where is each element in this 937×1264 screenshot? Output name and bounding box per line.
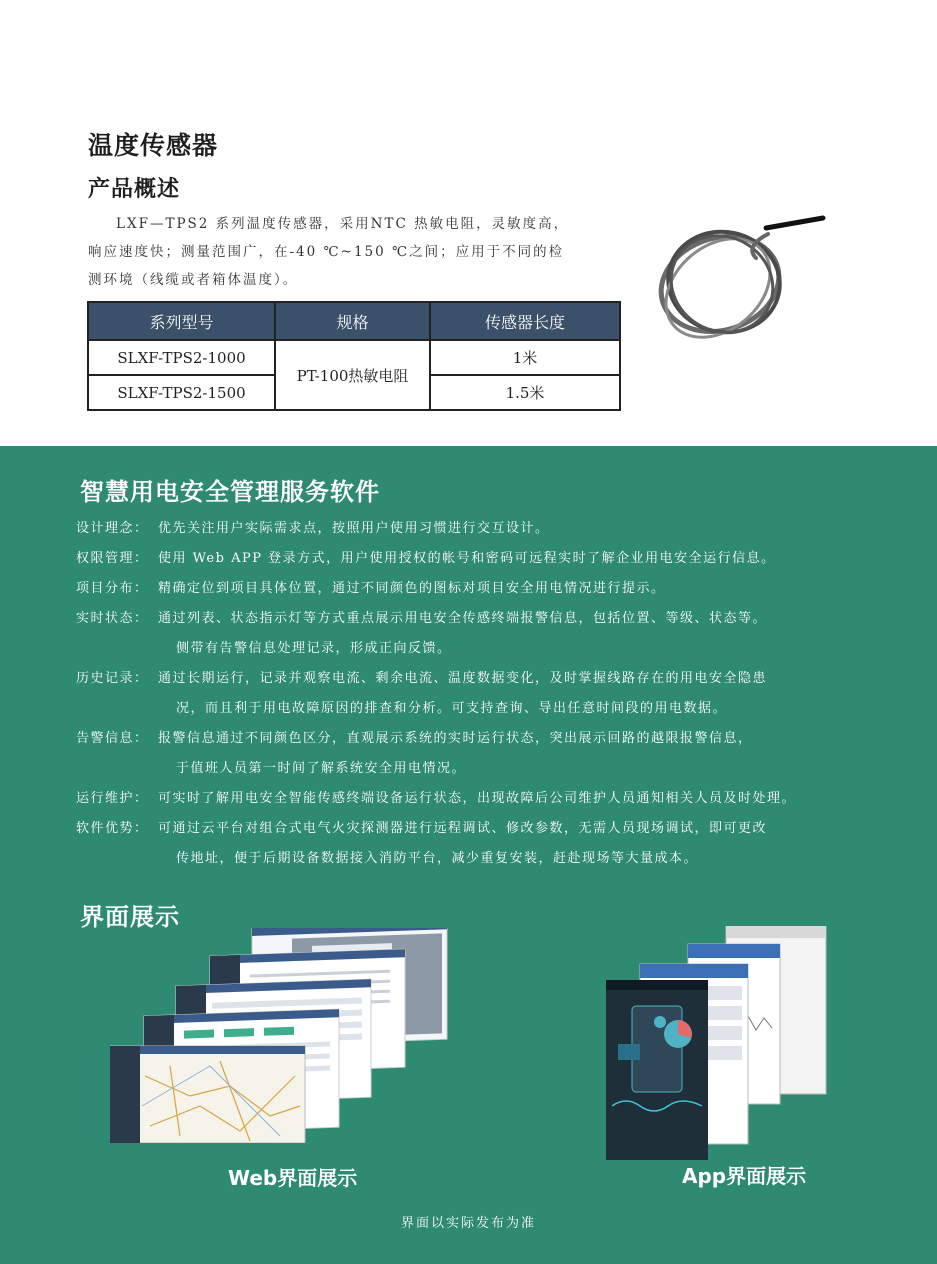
cell-spec: PT-100热敏电阻 <box>275 340 430 410</box>
overview-line: LXF—TPS2 系列温度传感器，采用NTC 热敏电阻，灵敏度高， <box>116 216 570 232</box>
cell-model: SLXF-TPS2-1000 <box>88 340 275 375</box>
feature-text: 优先关注用户实际需求点，按照用户使用习惯进行交互设计。 <box>158 521 550 536</box>
feature-text: 可通过云平台对组合式电气火灾探测器进行远程调试、修改参数，无需人员现场调试，即可更改 <box>158 821 768 836</box>
cell-length: 1米 <box>430 340 620 375</box>
product-section <box>0 0 937 446</box>
feature-label: 设计理念： <box>76 521 149 536</box>
feature-text: 使用 Web APP 登录方式，用户使用授权的帐号和密码可远程实时了解企业用电安全运行信息。 <box>158 551 776 566</box>
page-title: 温度传感器 <box>88 131 219 160</box>
feature-list <box>76 514 896 874</box>
overview-line: 测环境（线缆或者箱体温度）。 <box>88 272 299 288</box>
header-length: 传感器长度 <box>430 302 620 340</box>
feature-label: 告警信息： <box>76 731 149 746</box>
feature-text: 可实时了解用电安全智能传感终端设备运行状态，出现故障后公司维护人员通知相关人员及时处理。 <box>158 791 797 806</box>
app-screens-image <box>606 926 830 1160</box>
overview-text <box>88 210 588 294</box>
table-row <box>88 340 620 375</box>
table-header-row <box>88 302 620 340</box>
feature-text: 精确定位到项目具体位置，通过不同颜色的图标对项目安全用电情况进行提示。 <box>158 581 666 596</box>
interface-heading: 界面展示 <box>80 903 180 931</box>
feature-label: 项目分布： <box>76 581 149 596</box>
header-model: 系列型号 <box>88 302 275 340</box>
feature-label: 实时状态： <box>76 611 149 626</box>
feature-row-continued <box>76 634 896 664</box>
web-caption: Web界面展示 <box>228 1166 358 1190</box>
feature-row-continued <box>76 844 896 874</box>
software-heading: 智慧用电安全管理服务软件 <box>80 478 380 506</box>
feature-text: 于值班人员第一时间了解系统安全用电情况。 <box>176 761 467 776</box>
overview-heading: 产品概述 <box>88 177 181 202</box>
feature-label: 权限管理： <box>76 551 149 566</box>
spec-table <box>87 301 621 411</box>
feature-text: 传地址，便于后期设备数据接入消防平台，减少重复安装，赶赴现场等大量成本。 <box>176 851 699 866</box>
feature-row <box>76 514 896 544</box>
feature-row <box>76 544 896 574</box>
app-caption: App界面展示 <box>682 1164 807 1188</box>
feature-text: 况，而且利于用电故障原因的排查和分析。可支持查询、导出任意时间段的用电数据。 <box>176 701 728 716</box>
feature-text: 通过列表、状态指示灯等方式重点展示用电安全传感终端报警信息，包括位置、等级、状态等。 <box>158 611 768 626</box>
feature-row <box>76 664 896 694</box>
feature-text: 侧带有告警信息处理记录，形成正向反馈。 <box>176 641 452 656</box>
feature-row-continued <box>76 694 896 724</box>
feature-row <box>76 604 896 634</box>
feature-text: 通过长期运行，记录并观察电流、剩余电流、温度数据变化，及时掌握线路存在的用电安全隐患 <box>158 671 768 686</box>
feature-row <box>76 814 896 844</box>
cell-model: SLXF-TPS2-1500 <box>88 375 275 410</box>
overview-line: 响应速度快；测量范围广，在-40 ℃~150 ℃之间；应用于不同的检 <box>88 244 565 260</box>
cell-length: 1.5米 <box>430 375 620 410</box>
feature-row <box>76 784 896 814</box>
feature-label: 软件优势： <box>76 821 149 836</box>
feature-label: 运行维护： <box>76 791 149 806</box>
feature-row <box>76 574 896 604</box>
header-spec: 规格 <box>275 302 430 340</box>
web-screens-image <box>110 928 450 1143</box>
footer-note: 界面以实际发布为准 <box>400 1216 536 1231</box>
feature-text: 报警信息通过不同颜色区分，直观展示系统的实时运行状态，突出展示回路的越限报警信息， <box>158 731 753 746</box>
sensor-cable-image <box>648 204 848 356</box>
feature-label: 历史记录： <box>76 671 149 686</box>
feature-row <box>76 724 896 754</box>
feature-row-continued <box>76 754 896 784</box>
